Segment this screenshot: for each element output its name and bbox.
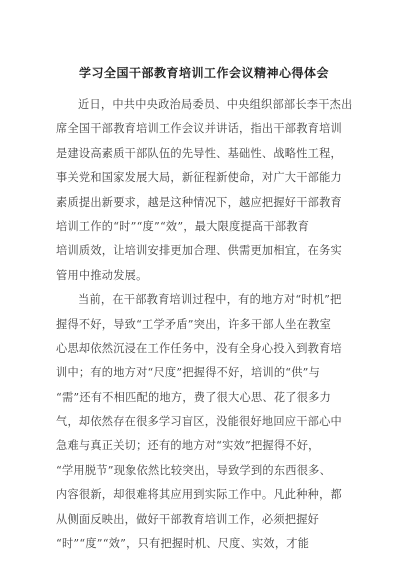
paragraph-line: “时”“度”“效”，只有把握时机、尺度、实效，才能 (56, 537, 310, 551)
document-body (56, 93, 356, 556)
paragraph-line: 当前，在干部教育培训过程中，有的地方对“时机”把 (78, 293, 342, 307)
paragraph-line: 素质提出新要求，越是这种情况下，越应把握好干部教育 (56, 195, 342, 209)
paragraph-line: 握得不好，导致“工学矛盾”突出，许多干部人坐在教室 (56, 317, 332, 331)
paragraph-line: 从侧面反映出，做好干部教育培训工作，必须把握好 (56, 512, 320, 526)
paragraph-line: “学用脱节”现象依然比较突出，导致学到的东西很多、 (56, 463, 332, 477)
paragraph-line: 内容很新，却很难将其应用到实际工作中。凡此种种，都 (56, 488, 342, 502)
paragraph-line: 气，却依然存在很多学习盲区，没能很好地回应干部心中 (56, 415, 342, 429)
paragraph-line: “需”还有不相匹配的地方，费了很大心思、花了很多力 (56, 390, 332, 404)
document-title: 学习全国干部教育培训工作会议精神心得体会 (78, 66, 329, 80)
paragraph-line: 培训工作的“时”“度”“效”，最大限度提高干部教育 (56, 219, 310, 233)
paragraph-line: 训中；有的地方对“尺度”把握得不好，培训的“供”与 (56, 366, 321, 380)
paragraph-line: 心思却依然沉浸在工作任务中，没有全身心投入到教育培 (56, 341, 342, 355)
paragraph-line: 近日，中共中央政治局委员、中央组织部部长李干杰出 (78, 98, 353, 111)
paragraph-line: 管用中推动发展。 (56, 268, 148, 282)
paragraph-line: 事关党和国家发展大局，新征程新使命，对广大干部能力 (56, 171, 342, 185)
paragraph-line: 是建设高素质干部队伍的先导性、基础性、战略性工程， (56, 146, 342, 160)
paragraph-line: 急难与真正关切；还有的地方对“实效”把握得不好， (56, 439, 320, 453)
paragraph-line: 席全国干部教育培训工作会议并讲话，指出干部教育培训 (56, 122, 342, 136)
paragraph-line: 培训质效，让培训安排更加合理、供需更加相宜，在务实 (56, 244, 342, 258)
